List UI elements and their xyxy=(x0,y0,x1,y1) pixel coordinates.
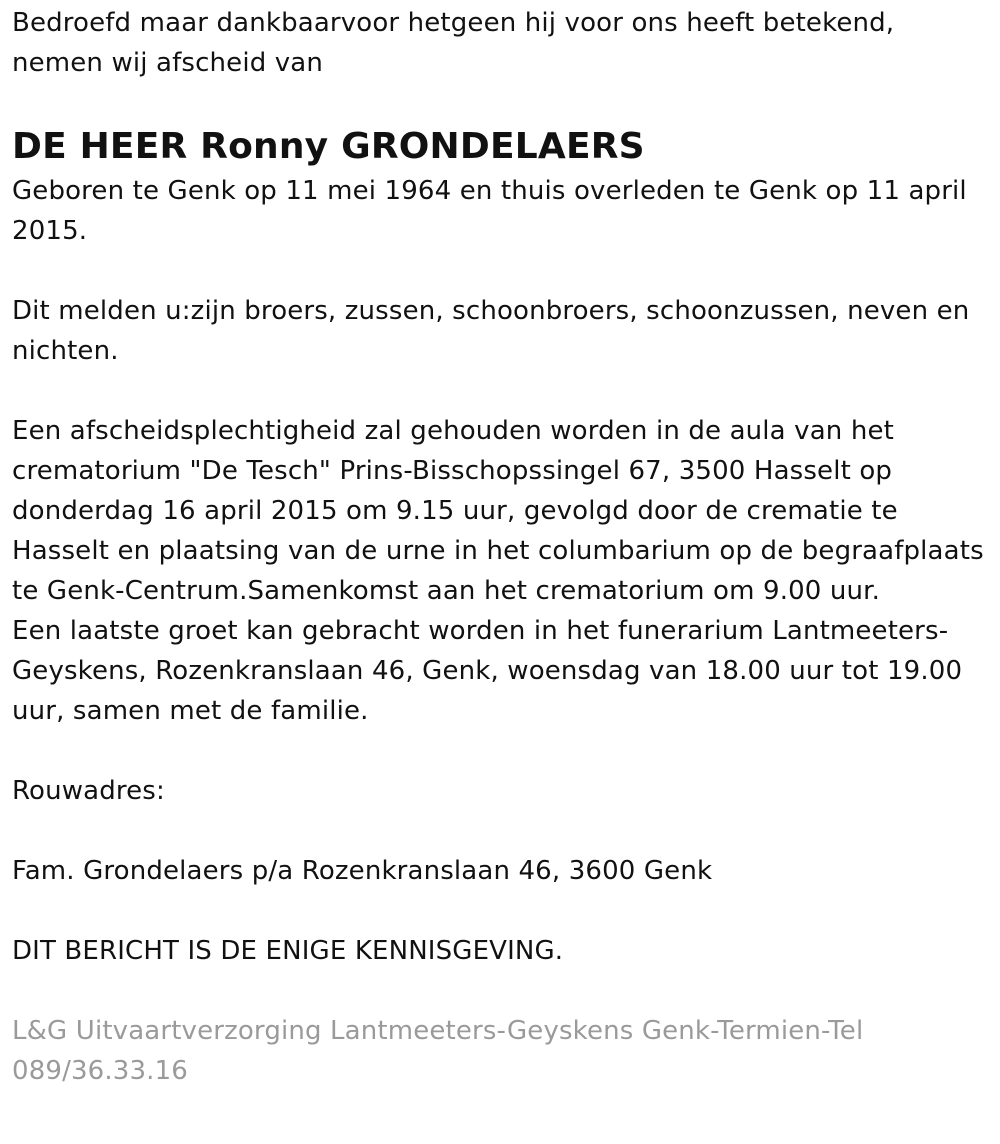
spacer xyxy=(12,811,988,851)
last-greeting-text: Een laatste groet kan gebracht worden in het funerarium Lantmeeters-Geyskens, Rozenkranslaan 46, Genk, woensdag van 18.00 uur tot 19.00 uur, samen met de familie. xyxy=(12,616,963,726)
spacer xyxy=(12,971,988,1011)
deceased-name: DE HEER Ronny GRONDELAERS xyxy=(12,126,645,167)
spacer xyxy=(12,891,988,931)
intro-line-1: Bedroefd maar dankbaarvoor hetgeen hij voor ons heeft betekend, xyxy=(12,8,895,38)
spacer xyxy=(12,731,988,771)
only-notice-text: DIT BERICHT IS DE ENIGE KENNISGEVING. xyxy=(12,936,564,966)
announced-by-text: Dit melden u:zijn broers, zussen, schoonbroers, schoonzussen, neven en nichten. xyxy=(12,296,970,366)
intro-line-2: nemen wij afscheid van xyxy=(12,48,324,78)
undertaker-credit: L&G Uitvaartverzorging Lantmeeters-Geyskens Genk-Termien-Tel 089/36.33.16 xyxy=(12,1016,864,1086)
birth-death-text: Geboren te Genk op 11 mei 1964 en thuis overleden te Genk op 11 april 2015. xyxy=(12,176,967,246)
spacer xyxy=(12,251,988,291)
spacer xyxy=(12,371,988,411)
mourning-address: Fam. Grondelaers p/a Rozenkranslaan 46, 3600 Genk xyxy=(12,856,713,886)
mourning-address-label: Rouwadres: xyxy=(12,776,165,806)
ceremony-text: Een afscheidsplechtigheid zal gehouden worden in de aula van het crematorium "De Tesch" Prins-Bisschopssingel 67, 3500 Hasselt op donderdag 16 april 2015 om 9.15 uur, gevolgd door de crematie te Hasselt en plaatsing van de urne in het columbarium op de begraafplaats te Genk-Centrum.Samenkomst aan het crematorium om 9.00 uur. xyxy=(12,416,984,606)
